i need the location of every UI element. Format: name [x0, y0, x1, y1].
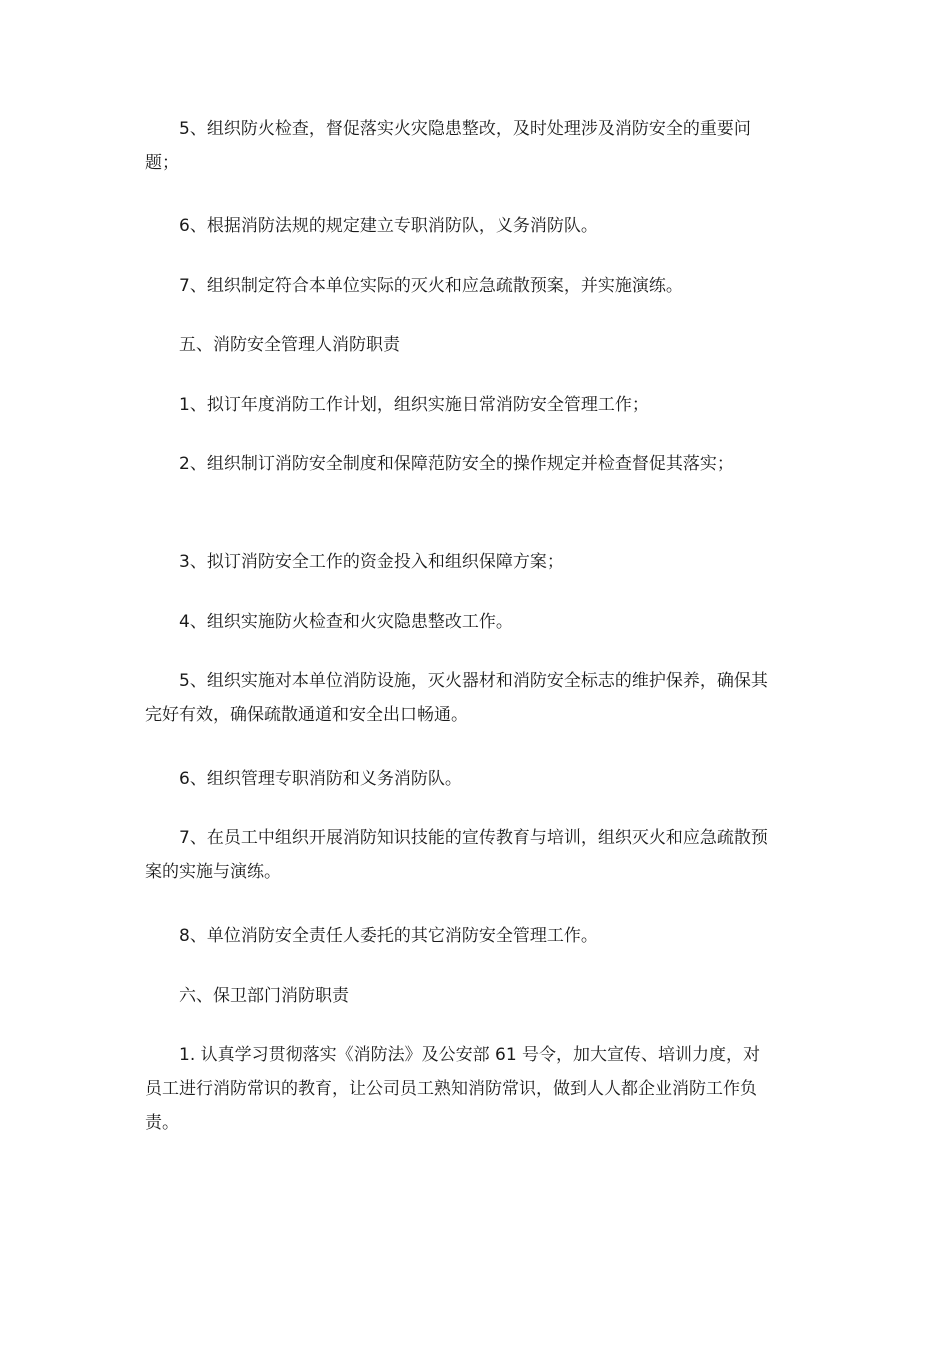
- paragraph-manager-duty-6: 6、组织管理专职消防和义务消防队。: [179, 769, 462, 789]
- paragraph-manager-duty-5: 5、组织实施对本单位消防设施，灭火器材和消防安全标志的维护保养，确保其完好有效，确保疏散通道和安全出口畅通。: [145, 671, 768, 725]
- paragraph-security-duty-1: 1. 认真学习贯彻落实《消防法》及公安部 61 号令，加大宣传、培训力度，对员工进行消防常识的教育，让公司员工熟知消防常识，做到人人都企业消防工作负责。: [145, 1045, 761, 1133]
- paragraph-duty-6: 6、根据消防法规的规定建立专职消防队，义务消防队。: [179, 216, 598, 236]
- paragraph-manager-duty-3: 3、拟订消防安全工作的资金投入和组织保障方案；: [179, 552, 564, 572]
- paragraph-manager-duty-8: 8、单位消防安全责任人委托的其它消防安全管理工作。: [179, 926, 598, 946]
- paragraph-duty-7: 7、组织制定符合本单位实际的灭火和应急疏散预案，并实施演练。: [179, 276, 683, 296]
- paragraph-manager-duty-2: 2、组织制订消防安全制度和保障范防安全的操作规定并检查督促其落实；: [179, 454, 734, 474]
- paragraph-manager-duty-1: 1、拟订年度消防工作计划，组织实施日常消防安全管理工作；: [179, 395, 649, 415]
- paragraph-manager-duty-7: 7、在员工中组织开展消防知识技能的宣传教育与培训，组织灭火和应急疏散预案的实施与演练。: [145, 828, 768, 882]
- section-heading-5: 五、消防安全管理人消防职责: [179, 335, 400, 355]
- paragraph-manager-duty-4: 4、组织实施防火检查和火灾隐患整改工作。: [179, 612, 513, 632]
- paragraph-duty-5: 5、组织防火检查，督促落实火灾隐患整改，及时处理涉及消防安全的重要问题；: [145, 119, 751, 173]
- section-heading-6: 六、保卫部门消防职责: [179, 986, 349, 1006]
